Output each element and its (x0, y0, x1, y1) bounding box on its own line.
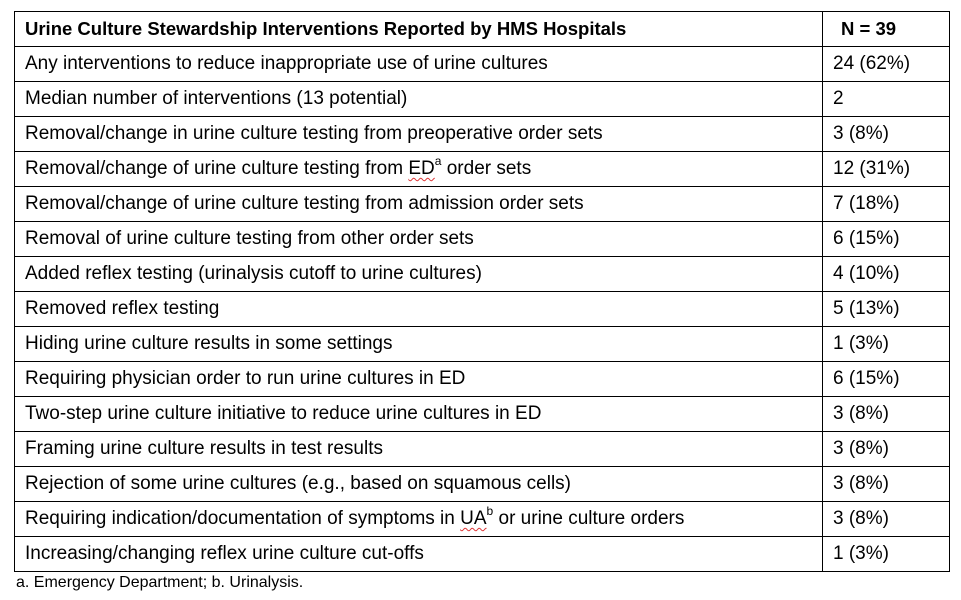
row-label: Two-step urine culture initiative to reduce urine cultures in ED (15, 397, 823, 432)
row-value: 24 (62%) (823, 47, 950, 82)
row-value: 3 (8%) (823, 502, 950, 537)
table-row (15, 467, 950, 502)
ed-abbreviation: ED (408, 158, 435, 179)
table-row (15, 117, 950, 152)
table-row (15, 187, 950, 222)
table-row (15, 397, 950, 432)
row-value: 3 (8%) (823, 432, 950, 467)
row-label (15, 502, 823, 537)
table-header-row (15, 12, 950, 47)
row-label: Removal/change of urine culture testing from admission order sets (15, 187, 823, 222)
table-row (15, 432, 950, 467)
table-row (15, 47, 950, 82)
row-value: 4 (10%) (823, 257, 950, 292)
row-value: 1 (3%) (823, 327, 950, 362)
interventions-table-container (14, 11, 950, 572)
row-value: 5 (13%) (823, 292, 950, 327)
row-value: 2 (823, 82, 950, 117)
table-footnote: a. Emergency Department; b. Urinalysis. (16, 574, 304, 591)
table-row (15, 82, 950, 117)
table-row (15, 292, 950, 327)
table-row (15, 222, 950, 257)
row-label: Requiring physician order to run urine cultures in ED (15, 362, 823, 397)
table-row (15, 327, 950, 362)
row-value: 3 (8%) (823, 397, 950, 432)
row-label: Removal of urine culture testing from other order sets (15, 222, 823, 257)
sample-size-header: N = 39 (823, 12, 950, 47)
row-value: 6 (15%) (823, 222, 950, 257)
row-label: Added reflex testing (urinalysis cutoff to urine cultures) (15, 257, 823, 292)
row-label-text: Removal/change of urine culture testing from (25, 158, 409, 179)
row-label-text: Requiring indication/documentation of symptoms in (25, 508, 461, 529)
ua-abbreviation: UA (460, 508, 487, 529)
table-row (15, 257, 950, 292)
row-label: Increasing/changing reflex urine culture cut-offs (15, 537, 823, 572)
row-label-text: or urine culture orders (493, 508, 685, 529)
footnote-marker-b: b (486, 503, 494, 518)
row-label: Framing urine culture results in test results (15, 432, 823, 467)
row-value: 1 (3%) (823, 537, 950, 572)
row-value: 7 (18%) (823, 187, 950, 222)
row-label-text: order sets (441, 158, 532, 179)
row-label: Hiding urine culture results in some settings (15, 327, 823, 362)
row-label: Removal/change in urine culture testing from preoperative order sets (15, 117, 823, 152)
table-row (15, 362, 950, 397)
row-value: 3 (8%) (823, 467, 950, 502)
interventions-table (14, 11, 950, 572)
table-row (15, 537, 950, 572)
row-label: Removed reflex testing (15, 292, 823, 327)
row-value: 12 (31%) (823, 152, 950, 187)
row-label: Rejection of some urine cultures (e.g., based on squamous cells) (15, 467, 823, 502)
table-title-header: Urine Culture Stewardship Interventions Reported by HMS Hospitals (15, 12, 823, 47)
row-label (15, 152, 823, 187)
row-label: Median number of interventions (13 potential) (15, 82, 823, 117)
row-value: 3 (8%) (823, 117, 950, 152)
row-value: 6 (15%) (823, 362, 950, 397)
footnote-marker-a: a (434, 153, 442, 168)
table-row (15, 152, 950, 187)
table-row (15, 502, 950, 537)
row-label: Any interventions to reduce inappropriate use of urine cultures (15, 47, 823, 82)
